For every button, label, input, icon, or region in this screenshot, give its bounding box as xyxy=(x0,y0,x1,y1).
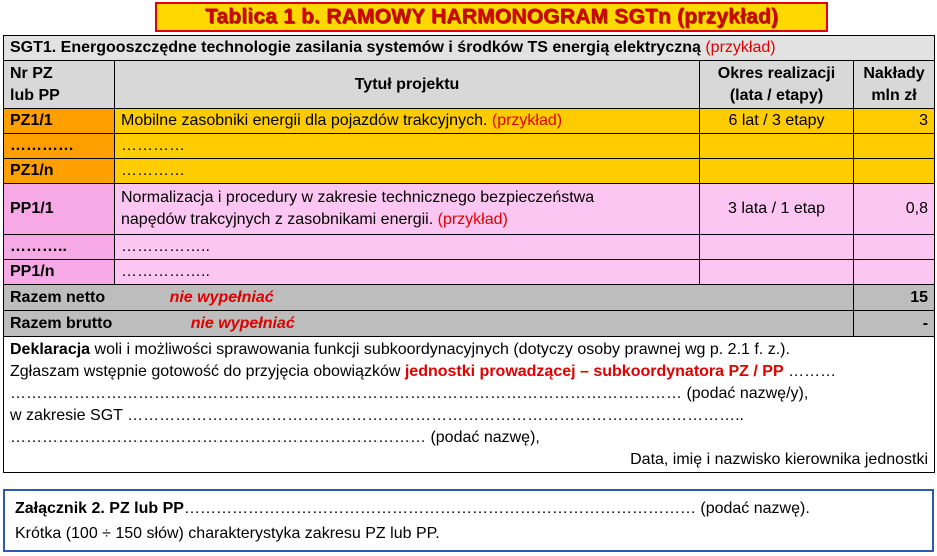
total-netto-label-cell xyxy=(4,285,854,311)
attachment-line-1 xyxy=(15,496,922,521)
row-okres: 6 lat / 3 etapy xyxy=(700,109,854,134)
row-title: …………….. xyxy=(115,235,700,260)
row-title-text: Mobilne zasobniki energii dla pojazdów trakcyjnych. xyxy=(121,112,488,129)
row-naklady xyxy=(854,260,935,285)
sgt-example-note: (przykład) xyxy=(705,39,776,56)
row-okres xyxy=(700,159,854,184)
declaration-signature: Data, imię i nazwisko kierownika jednostki xyxy=(630,450,929,468)
sgt-header-cell xyxy=(4,36,935,61)
row-naklady xyxy=(854,159,935,184)
sgt-label: SGT1. Energooszczędne technologie zasilania systemów i środków TS energią elektryczną xyxy=(10,39,701,56)
table-row xyxy=(4,159,935,184)
table-title-box xyxy=(155,2,828,32)
declaration-row xyxy=(4,337,935,473)
table-row xyxy=(4,109,935,134)
attachment-line-2: Krótka (100 ÷ 150 słów) charakterystyka zakresu PZ lub PP. xyxy=(15,525,440,542)
row-code: PZ1/n xyxy=(4,159,115,184)
column-header-okres xyxy=(700,61,854,109)
row-title: ………… xyxy=(115,134,700,159)
declaration-line-4: w zakresie SGT …………………………………………………………………………………………………….. xyxy=(10,406,744,424)
column-header-naklady-line1: Nakłady xyxy=(863,64,925,82)
total-netto-row xyxy=(4,285,935,311)
attachment-heading: Załącznik 2. PZ lub PP xyxy=(15,500,184,517)
column-header-nr-line1: Nr PZ xyxy=(10,64,53,82)
total-brutto-value: - xyxy=(854,311,935,337)
row-code: ……….. xyxy=(4,235,115,260)
declaration-line-1-text: woli i możliwości sprawowania funkcji subkoordynacyjnych (dotyczy osoby prawnej wg p. 2.1 f. z.). xyxy=(90,340,790,358)
column-header-row xyxy=(4,61,935,109)
total-netto-note: nie wypełniać xyxy=(169,288,274,306)
table-row xyxy=(4,134,935,159)
row-title: …………….. xyxy=(115,260,700,285)
total-brutto-note: nie wypełniać xyxy=(190,314,295,332)
declaration-cell xyxy=(4,337,935,473)
row-title xyxy=(115,109,700,134)
row-code: PZ1/1 xyxy=(4,109,115,134)
row-okres: 3 lata / 1 etap xyxy=(700,184,854,235)
total-brutto-label-cell xyxy=(4,311,854,337)
schedule-table xyxy=(3,35,935,473)
sgt-header-row xyxy=(4,36,935,61)
table-row xyxy=(4,235,935,260)
row-okres xyxy=(700,134,854,159)
row-naklady: 0,8 xyxy=(854,184,935,235)
row-code: ………… xyxy=(4,134,115,159)
row-code: PP1/n xyxy=(4,260,115,285)
column-header-naklady-line2: mln zł xyxy=(871,86,917,104)
column-header-naklady xyxy=(854,61,935,109)
column-header-title: Tytuł projektu xyxy=(115,61,700,109)
declaration-line-1 xyxy=(10,339,928,361)
row-okres xyxy=(700,235,854,260)
declaration-line-3: ……………………………………………………………………………………………………………… (podać nazwę/y), xyxy=(10,384,809,402)
column-header-okres-line1: Okres realizacji xyxy=(717,64,836,82)
declaration-line-2-highlight: jednostki prowadzącej – subkoordynatora PZ / PP xyxy=(404,362,784,380)
row-title xyxy=(115,184,700,235)
row-okres xyxy=(700,260,854,285)
row-example-note: (przykład) xyxy=(437,211,508,228)
column-header-nr xyxy=(4,61,115,109)
table-title: Tablica 1 b. RAMOWY HARMONOGRAM SGTn (przykład) xyxy=(204,5,779,28)
row-naklady xyxy=(854,235,935,260)
declaration-line-2 xyxy=(10,361,928,383)
total-netto-value: 15 xyxy=(854,285,935,311)
attachment-box xyxy=(3,489,934,552)
attachment-line-1-text: …………………………………………………………………………………… (podać nazwę). xyxy=(183,500,810,517)
row-title-line1: Normalizacja i procedury w zakresie technicznego bezpieczeństwa xyxy=(121,189,595,206)
declaration-line-2-end: ……… xyxy=(783,362,837,380)
row-title-line2: napędów trakcyjnych z zasobnikami energii. xyxy=(121,211,434,228)
table-row xyxy=(4,260,935,285)
row-example-note: (przykład) xyxy=(491,112,563,129)
row-naklady xyxy=(854,134,935,159)
declaration-line-2-start: Zgłaszam wstępnie gotowość do przyjęcia obowiązków xyxy=(10,362,405,380)
column-header-nr-line2: lub PP xyxy=(10,86,60,104)
declaration-heading: Deklaracja xyxy=(10,340,91,358)
table-row xyxy=(4,184,935,235)
row-naklady: 3 xyxy=(854,109,935,134)
declaration-line-5: …………………………………………………………………… (podać nazwę), xyxy=(10,428,540,446)
row-title: ………… xyxy=(115,159,700,184)
row-code: PP1/1 xyxy=(4,184,115,235)
total-netto-label: Razem netto xyxy=(10,288,106,306)
total-brutto-row xyxy=(4,311,935,337)
total-brutto-label: Razem brutto xyxy=(10,314,113,332)
column-header-okres-line2: (lata / etapy) xyxy=(729,86,824,104)
